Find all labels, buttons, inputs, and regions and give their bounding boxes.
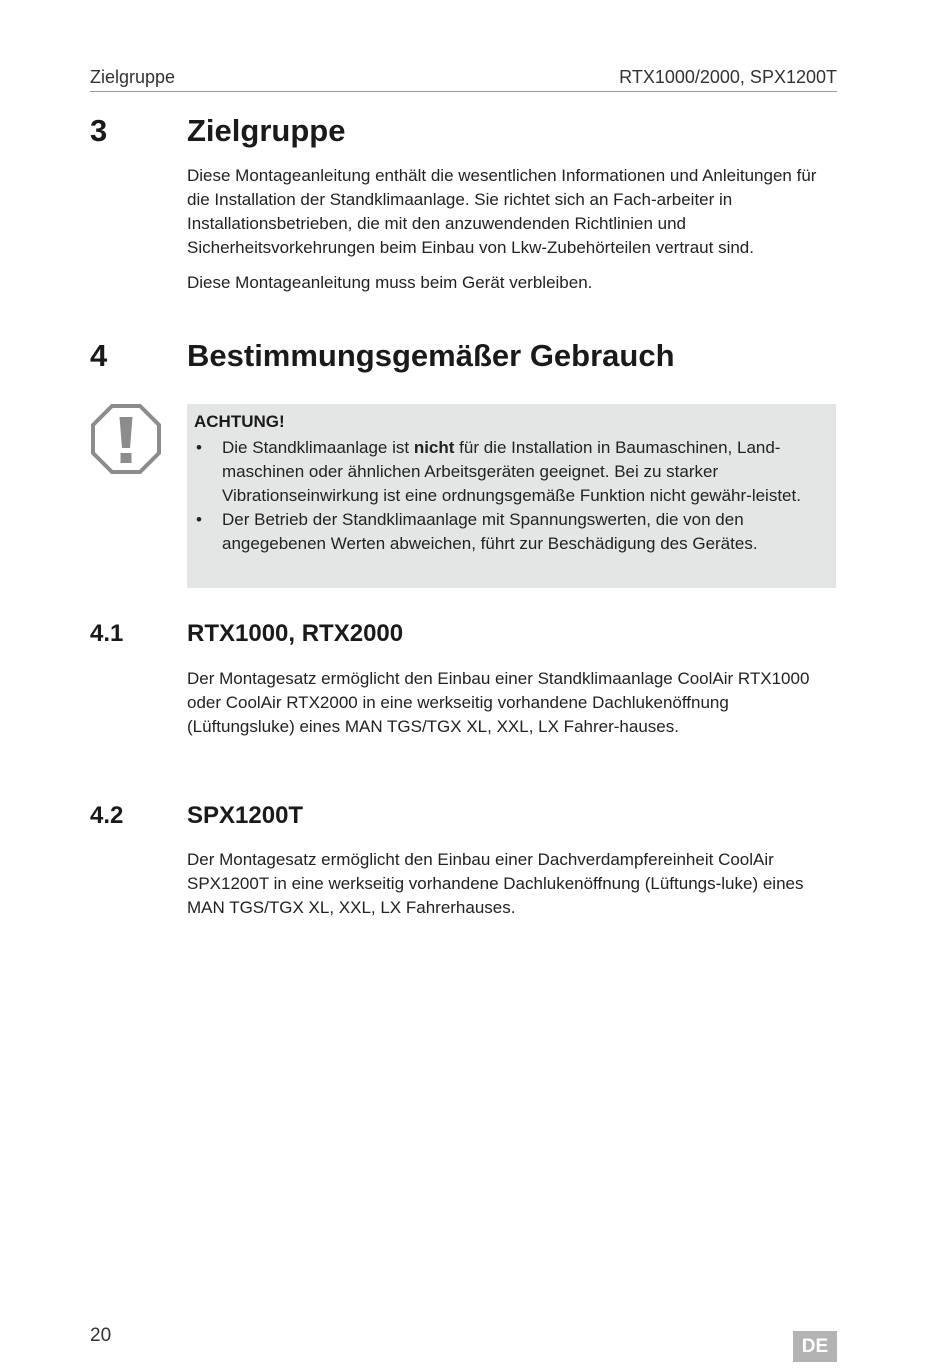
section-4-2-number: 4.2 [90, 802, 124, 829]
warning-item-2-text: Der Betrieb der Standklimaanlage mit Spannungswerten, die von den angegebenen Werten abweichen, führt zur Beschädigung des Gerätes. [222, 510, 758, 553]
header-chapter-title: Zielgruppe [90, 67, 176, 87]
section-3-paragraph-2: Diese Montageanleitung muss beim Gerät verbleiben. [187, 273, 593, 292]
section-3-paragraph-1: Diese Montageanleitung enthält die wesentlichen Informationen und Anleitungen für die Installation der Standklimaanlage. Sie richtet sich an Fach-arbeiter in Installationsbetrieben, die mit den anzuwendenden Richtlinien und Sicherheitsvorkehrungen beim Einbau von Lkw-Zubehörteilen vertraut sind. [187, 166, 817, 257]
warning-item [187, 436, 822, 508]
page-number: 20 [90, 1325, 112, 1346]
section-4-title: Bestimmungsgemäßer Gebrauch [187, 338, 675, 373]
section-4-1-title: RTX1000, RTX2000 [187, 620, 404, 647]
warning-item-1-post: für die Installation in Baumaschinen, Land-maschinen oder ähnlichen Arbeitsgeräten geeignet. Bei zu starker Vibrationseinwirkung ist eine ordnungsgemäße Funktion nicht gewähr-leistet. [222, 438, 801, 505]
language-badge: DE [793, 1331, 837, 1362]
section-3-title: Zielgruppe [187, 113, 346, 148]
warning-list [187, 436, 822, 556]
exclamation-octagon-icon [90, 403, 162, 475]
header-product-names: RTX1000/2000, SPX1200T [619, 67, 837, 87]
section-4-1-paragraph: Der Montagesatz ermöglicht den Einbau einer Standklimaanlage CoolAir RTX1000 oder CoolAir RTX2000 in eine werkseitig vorhandene Dachlukenöffnung (Lüftungsluke) eines MAN TGS/TGX XL, XXL, LX Fahrer-hauses. [187, 669, 810, 736]
section-4-number: 4 [90, 338, 108, 373]
section-4-2-paragraph: Der Montagesatz ermöglicht den Einbau einer Dachverdampfereinheit CoolAir SPX1200T in eine werkseitig vorhandene Dachlukenöffnung (Lüftungs-luke) eines MAN TGS/TGX XL, XXL, LX Fahrerhauses. [187, 850, 804, 917]
warning-title: ACHTUNG! [194, 412, 285, 431]
bullet-icon: • [196, 510, 202, 529]
section-4-1-number: 4.1 [90, 620, 124, 647]
warning-item-1-emphasis: nicht [413, 438, 455, 457]
warning-box [187, 404, 836, 588]
section-3-number: 3 [90, 113, 108, 148]
running-header [90, 67, 837, 92]
warning-item-1-pre: Die Standklimaanlage ist [222, 438, 414, 457]
warning-item [187, 508, 822, 556]
bullet-icon: • [196, 438, 202, 457]
section-4-2-title: SPX1200T [187, 802, 304, 829]
